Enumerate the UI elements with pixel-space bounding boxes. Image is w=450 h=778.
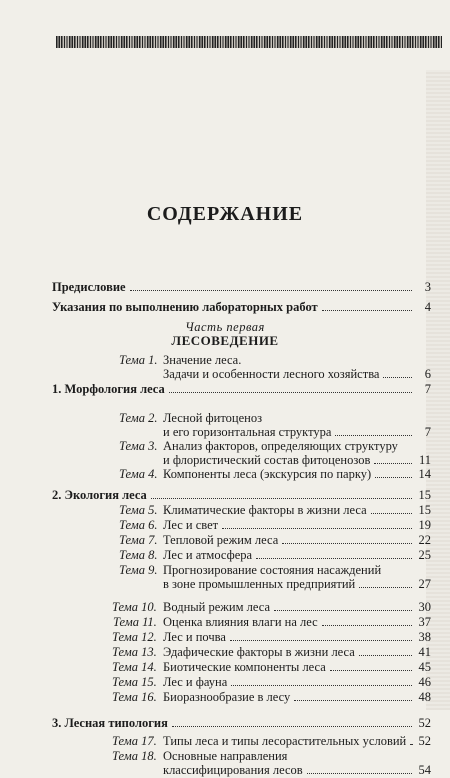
toc-row <box>0 563 450 578</box>
toc-row <box>0 280 450 295</box>
dot-leader <box>374 463 412 464</box>
toc-row <box>0 749 450 764</box>
entry-text: в зоне промышленных предприятий <box>163 577 356 591</box>
dot-leader <box>282 543 412 544</box>
entry-text: Водный режим леса <box>163 600 270 614</box>
toc-row <box>0 615 450 630</box>
toc-row <box>0 300 450 315</box>
dot-leader <box>256 558 412 559</box>
theme-number: Тема 17. <box>112 734 157 748</box>
page-number: 15 <box>418 503 431 517</box>
page-number: 25 <box>418 548 431 562</box>
page-number: 7 <box>424 425 431 439</box>
entry-text: Лес и атмосфера <box>163 548 253 562</box>
dot-leader <box>307 773 412 774</box>
theme-number: Тема 6. <box>119 518 158 532</box>
toc-row <box>0 716 450 731</box>
entry-text: Биоразнообразие в лесу <box>163 690 291 704</box>
toc-row <box>0 675 450 690</box>
entry-text: Компоненты леса (экскурсия по парку) <box>163 467 372 481</box>
toc-entry-title: Предисловие <box>52 280 126 294</box>
dot-leader <box>172 726 412 727</box>
dot-leader <box>330 670 412 671</box>
entry-text: Климатические факторы в жизни леса <box>163 503 367 517</box>
page-number: 3 <box>424 280 431 294</box>
theme-number: Тема 16. <box>112 690 157 704</box>
entry-text: Тепловой режим леса <box>163 533 279 547</box>
toc-row <box>0 630 450 645</box>
theme-number: Тема 2. <box>119 411 158 425</box>
dot-leader <box>130 290 412 291</box>
entry-text: Значение леса. <box>163 353 242 367</box>
page-number: 22 <box>418 533 431 547</box>
entry-text: Лес и свет <box>163 518 219 532</box>
theme-number: Тема 12. <box>112 630 157 644</box>
entry-text: классифицирования лесов <box>163 763 303 777</box>
page-title: СОДЕРЖАНИЕ <box>146 203 304 225</box>
entry-text: Биотические компоненты леса <box>163 660 326 674</box>
dot-leader <box>322 310 412 311</box>
page-number: 11 <box>418 453 431 467</box>
dot-leader <box>383 377 412 378</box>
toc-row <box>0 453 450 468</box>
theme-number: Тема 3. <box>119 439 158 453</box>
dot-leader <box>410 744 412 745</box>
page-number: 41 <box>418 645 431 659</box>
part-title: ЛЕСОВЕДЕНИЕ <box>171 333 279 348</box>
entry-text: и его горизонтальная структура <box>163 425 332 439</box>
page-number: 37 <box>418 615 431 629</box>
toc-row <box>0 367 450 382</box>
page-number: 52 <box>418 716 431 730</box>
toc-row <box>0 690 450 705</box>
entry-text: Лесной фитоценоз <box>163 411 263 425</box>
running-header-bar <box>56 36 442 48</box>
entry-text: Задачи и особенности лесного хозяйства <box>163 367 380 381</box>
dot-leader <box>231 685 412 686</box>
toc-row <box>0 353 450 368</box>
entry-text: Основные направления <box>163 749 288 763</box>
toc-row <box>0 382 450 397</box>
toc-row <box>0 467 450 482</box>
dot-leader <box>335 435 412 436</box>
dot-leader <box>230 640 412 641</box>
entry-text: Оценка влияния влаги на лес <box>163 615 318 629</box>
entry-text: Типы леса и типы лесорастительных условий <box>163 734 407 748</box>
toc-row <box>0 503 450 518</box>
page-number: 27 <box>418 577 431 591</box>
dot-leader <box>294 700 412 701</box>
toc-row <box>0 411 450 426</box>
entry-text: Прогнозирование состояния насаждений <box>163 563 382 577</box>
toc-row <box>0 660 450 675</box>
entry-text: Лес и почва <box>163 630 226 644</box>
dot-leader <box>371 513 412 514</box>
section-title: 1. Морфология леса <box>52 382 165 396</box>
section-title: 3. Лесная типология <box>52 716 168 730</box>
theme-number: Тема 4. <box>119 467 158 481</box>
toc-row <box>0 533 450 548</box>
page-number: 38 <box>418 630 431 644</box>
part-label: Часть первая <box>185 320 265 334</box>
page-number: 52 <box>418 734 431 748</box>
toc-row <box>0 734 450 749</box>
page-number: 45 <box>418 660 431 674</box>
toc-row <box>0 439 450 454</box>
page-number: 4 <box>424 300 431 314</box>
toc-entry-title: Указания по выполнению лабораторных работ <box>52 300 318 314</box>
dot-leader <box>274 610 412 611</box>
theme-number: Тема 13. <box>112 645 157 659</box>
theme-number: Тема 14. <box>112 660 157 674</box>
toc-row <box>0 577 450 592</box>
dot-leader <box>375 477 412 478</box>
theme-number: Тема 9. <box>119 563 158 577</box>
section-title: 2. Экология леса <box>52 488 147 502</box>
theme-number: Тема 15. <box>112 675 157 689</box>
toc-row <box>0 548 450 563</box>
page-number: 14 <box>418 467 431 481</box>
page-number: 7 <box>424 382 431 396</box>
dot-leader <box>151 498 412 499</box>
entry-text: Анализ факторов, определяющих структуру <box>163 439 398 453</box>
dot-leader <box>322 625 412 626</box>
theme-number: Тема 11. <box>113 615 157 629</box>
theme-number: Тема 8. <box>119 548 158 562</box>
entry-text: Эдафические факторы в жизни леса <box>163 645 355 659</box>
theme-number: Тема 10. <box>112 600 157 614</box>
page-number: 6 <box>424 367 431 381</box>
page-number: 30 <box>418 600 431 614</box>
toc-row <box>0 488 450 503</box>
dot-leader <box>359 587 412 588</box>
theme-number: Тема 1. <box>119 353 158 367</box>
page-number: 19 <box>418 518 431 532</box>
dot-leader <box>222 528 412 529</box>
toc-row <box>0 425 450 440</box>
theme-number: Тема 7. <box>119 533 158 547</box>
page-number: 46 <box>418 675 431 689</box>
toc-row <box>0 600 450 615</box>
dot-leader <box>169 392 412 393</box>
toc-row <box>0 763 450 778</box>
page-number: 15 <box>418 488 431 502</box>
dot-leader <box>359 655 412 656</box>
entry-text: Лес и фауна <box>163 675 228 689</box>
toc-row <box>0 518 450 533</box>
entry-text: и флористический состав фитоценозов <box>163 453 371 467</box>
page-number: 54 <box>418 763 431 777</box>
toc-row <box>0 645 450 660</box>
theme-number: Тема 18. <box>112 749 157 763</box>
page-number: 48 <box>418 690 431 704</box>
theme-number: Тема 5. <box>119 503 158 517</box>
